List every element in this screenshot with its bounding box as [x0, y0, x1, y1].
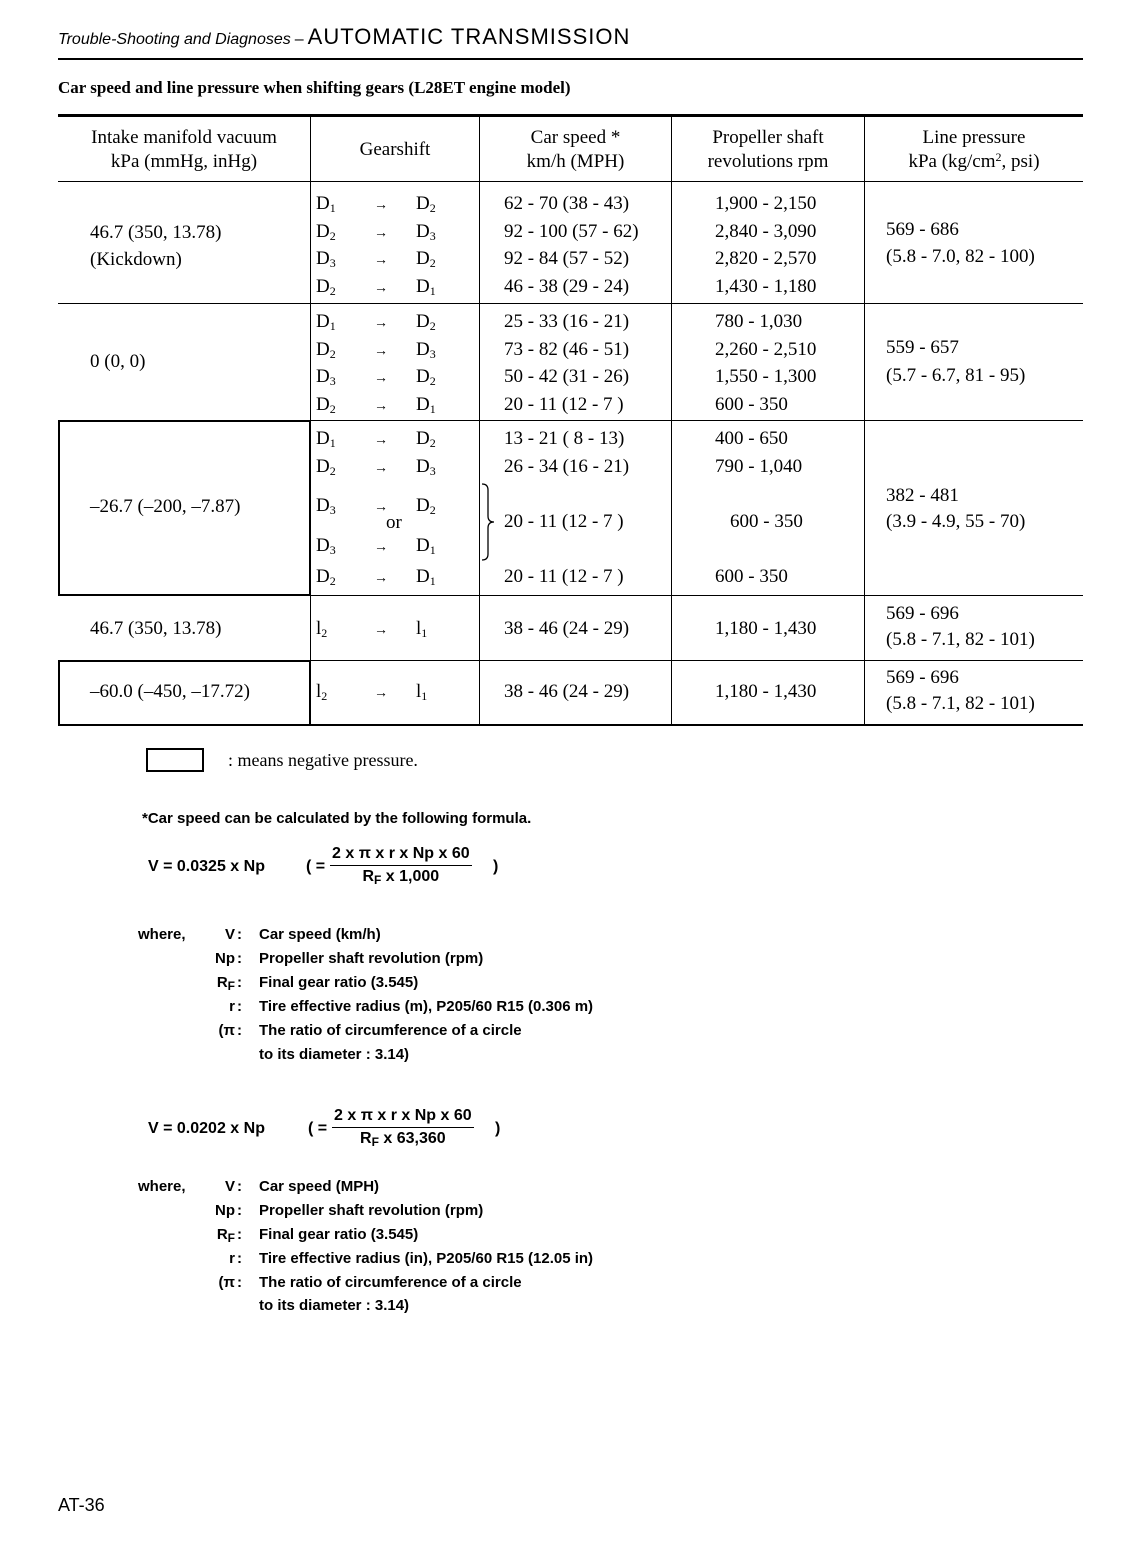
gear-from	[316, 275, 346, 299]
gear-to	[416, 393, 446, 417]
where-colon: :	[237, 1226, 242, 1243]
page-title: AUTOMATIC TRANSMISSION	[307, 24, 631, 49]
where-symbol	[175, 1202, 235, 1219]
speed-range: 62 - 70 (38 - 43)	[504, 193, 630, 214]
row-divider	[58, 303, 1083, 304]
gear-from	[316, 534, 346, 558]
gear-number: 3	[329, 503, 336, 517]
rpm-range: 1,180 - 1,430	[715, 618, 817, 639]
gear-from	[316, 494, 346, 518]
gear-to	[416, 494, 446, 518]
rpm-range: 780 - 1,030	[715, 311, 803, 332]
symbol-text: (π	[218, 1274, 235, 1291]
header-propeller-label: Propeller shaft	[712, 127, 824, 148]
symbol-text: r	[229, 1250, 235, 1267]
rpm-range: 400 - 650	[715, 428, 788, 449]
gearshift	[316, 338, 446, 364]
page-number: AT-36	[58, 1495, 105, 1515]
formula-fraction	[330, 845, 472, 886]
rpm-range: 600 - 350	[715, 394, 788, 415]
gear-letter: D	[416, 339, 430, 360]
gear-to	[416, 220, 446, 244]
gear-to	[416, 247, 446, 271]
where-label: where,	[138, 1178, 186, 1195]
gear-number: 1	[429, 402, 436, 416]
gear-letter: D	[416, 193, 430, 214]
gear-number: 2	[429, 503, 436, 517]
gear-number: 2	[429, 319, 436, 333]
arrow-icon: →	[374, 686, 388, 701]
where-description: The ratio of circumference of a circle	[259, 1274, 522, 1291]
gear-letter: D	[316, 248, 330, 269]
header-speed-unit: km/h (MPH)	[526, 151, 625, 172]
gearshift: $l_2 \to l_1$	[316, 680, 446, 706]
line-pressure-kpa: 569 - 696	[886, 667, 959, 688]
bracket-icon	[478, 482, 498, 562]
gear-to	[416, 365, 446, 389]
legend-text: : means negative pressure.	[228, 750, 418, 770]
gear-number: 2	[329, 464, 336, 478]
speed-range: 46 - 38 (29 - 24)	[504, 276, 630, 297]
speed-range: 25 - 33 (16 - 21)	[504, 311, 630, 332]
where-description: Car speed (km/h)	[259, 926, 381, 943]
gear-number: 1	[429, 543, 436, 557]
header-line-label: Line pressure	[922, 127, 1026, 148]
table-caption: Car speed and line pressure when shifting gears (L28ET engine model)	[58, 78, 571, 97]
formula-close-paren: )	[495, 1120, 501, 1137]
gear-number: 2	[329, 347, 336, 361]
gear-letter: D	[316, 456, 330, 477]
where-description: Tire effective radius (in), P205/60 R15 (12.05 in)	[259, 1250, 594, 1267]
arrow-icon: →	[374, 371, 388, 386]
where-symbol	[175, 1178, 235, 1195]
gear-letter: D	[316, 428, 330, 449]
where-description: The ratio of circumference of a circle	[259, 1022, 522, 1039]
where-colon: :	[237, 1022, 242, 1039]
gear-letter: D	[416, 428, 430, 449]
arrow-icon: →	[374, 344, 388, 359]
symbol-text: V	[224, 926, 235, 943]
where-symbol	[175, 1250, 235, 1267]
gear-number: 2	[429, 256, 436, 270]
vacuum-value: –26.7 (–200, –7.87)	[90, 496, 241, 517]
where-continuation: to its diameter : 3.14)	[259, 1297, 410, 1314]
header-rule	[58, 58, 1083, 60]
vacuum-value: 46.7 (350, 13.78)	[90, 222, 222, 243]
formula-denominator: $R_F$ x 1,000	[362, 868, 440, 887]
speed-range: 20 - 11 (12 - 7 )	[504, 394, 624, 415]
gear-number: 2	[429, 201, 436, 215]
gearshift	[316, 365, 446, 391]
speed-range: 20 - 11 (12 - 7 )	[504, 566, 624, 587]
header-propeller-unit: revolutions rpm	[707, 151, 829, 172]
gear-number: 3	[429, 464, 436, 478]
gear-letter: D	[316, 366, 330, 387]
arrow-icon: →	[374, 226, 388, 241]
page-header	[58, 24, 1083, 50]
header-speed-label: Car speed *	[530, 127, 621, 148]
symbol-text: V	[224, 1178, 235, 1195]
arrow-icon: →	[374, 461, 388, 476]
where-description: Tire effective radius (m), P205/60 R15 (0.306 m)	[259, 998, 594, 1015]
gearshift	[316, 310, 446, 336]
where-description: Propeller shaft revolution (rpm)	[259, 1202, 484, 1219]
gearshift	[316, 275, 446, 301]
rpm-range: 600 - 350	[730, 511, 803, 532]
gear-letter: D	[316, 276, 330, 297]
header-line-pressure	[865, 126, 1083, 174]
gearshift	[316, 565, 446, 591]
gear-letter: D	[316, 339, 330, 360]
where-colon: :	[237, 1250, 242, 1267]
arrow-icon: →	[374, 540, 388, 555]
gear-letter: D	[416, 495, 430, 516]
gear-number: 1	[429, 284, 436, 298]
gear-number: 3	[429, 229, 436, 243]
where-symbol	[175, 1022, 235, 1039]
where-colon: :	[237, 998, 242, 1015]
gearshift	[316, 427, 446, 453]
gearshift	[316, 393, 446, 419]
where-colon: :	[237, 1202, 242, 1219]
where-colon: :	[237, 1178, 242, 1195]
gear-number: 1	[329, 201, 336, 215]
gear-number: 2	[329, 229, 336, 243]
formula-open-paren: ( =	[308, 1120, 328, 1137]
gear-from	[316, 565, 346, 589]
gear-letter: D	[316, 495, 330, 516]
vacuum-value: 0 (0, 0)	[90, 351, 146, 372]
gear-to	[416, 534, 446, 558]
formula-close-paren: )	[493, 858, 499, 875]
gear-number: 2	[429, 436, 436, 450]
where-colon: :	[237, 974, 242, 991]
column-divider	[671, 114, 672, 726]
where-description: Propeller shaft revolution (rpm)	[259, 950, 484, 967]
gear-from	[316, 310, 346, 334]
gearshift	[316, 534, 446, 560]
where-colon: :	[237, 1274, 242, 1291]
symbol-text: R	[216, 1226, 228, 1243]
rpm-range: 790 - 1,040	[715, 456, 803, 477]
formula-lhs: V = 0.0202 x Np	[148, 1120, 265, 1137]
gear-from	[316, 247, 346, 271]
where-symbol	[175, 950, 235, 967]
rpm-range: 1,180 - 1,430	[715, 681, 817, 702]
where-symbol	[175, 998, 235, 1015]
gearshift: $l_2 \to l_1$	[316, 617, 446, 643]
gear-from	[316, 220, 346, 244]
vacuum-value: –60.0 (–450, –17.72)	[90, 681, 250, 702]
formula-open-paren: ( =	[306, 858, 326, 875]
gear-letter: D	[316, 394, 330, 415]
arrow-icon: →	[374, 316, 388, 331]
gear-to	[416, 310, 446, 334]
where-symbol	[175, 974, 235, 991]
rpm-range: 2,260 - 2,510	[715, 339, 817, 360]
speed-range: 26 - 34 (16 - 21)	[504, 456, 630, 477]
rpm-range: 2,820 - 2,570	[715, 248, 817, 269]
gear-letter: D	[416, 248, 430, 269]
gear-number: 3	[329, 374, 336, 388]
section-name: Trouble-Shooting and Diagnoses	[58, 31, 291, 48]
where-symbol	[175, 1274, 235, 1291]
line-pressure-kpa: 382 - 481	[886, 485, 959, 506]
where-colon: :	[237, 950, 242, 967]
rpm-range: 1,900 - 2,150	[715, 193, 817, 214]
gear-from	[316, 365, 346, 389]
rpm-range: 1,550 - 1,300	[715, 366, 817, 387]
where-description: Car speed (MPH)	[259, 1178, 380, 1195]
formula-note: *Car speed can be calculated by the following formula.	[142, 810, 532, 827]
where-symbol	[175, 926, 235, 943]
gear-letter: D	[416, 276, 430, 297]
gear-to	[416, 455, 446, 479]
arrow-icon: →	[374, 571, 388, 586]
gear-letter: D	[316, 221, 330, 242]
gear-number: 3	[329, 256, 336, 270]
formula-lhs: V = 0.0325 x Np	[148, 858, 265, 875]
where-description: Final gear ratio (3.545)	[259, 1226, 419, 1243]
line-pressure-alt: (5.8 - 7.1, 82 - 101)	[886, 629, 1035, 650]
speed-range: 73 - 82 (46 - 51)	[504, 339, 630, 360]
arrow-icon: →	[374, 623, 388, 638]
header-propeller	[672, 126, 864, 174]
arrow-icon: →	[374, 253, 388, 268]
arrow-icon: →	[374, 433, 388, 448]
line-pressure-kpa: 559 - 657	[886, 337, 959, 358]
gear-from	[316, 427, 346, 451]
line-pressure-alt: (5.7 - 6.7, 81 - 95)	[886, 365, 1026, 386]
arrow-icon: →	[374, 198, 388, 213]
gear-from	[316, 338, 346, 362]
column-divider	[479, 114, 480, 726]
header-vacuum-unit: kPa (mmHg, inHg)	[110, 151, 258, 172]
rpm-range: 2,840 - 3,090	[715, 221, 817, 242]
symbol-text: R	[216, 974, 228, 991]
symbol-subscript: F	[227, 1231, 235, 1245]
vacuum-value: 46.7 (350, 13.78)	[90, 618, 222, 639]
arrow-icon: →	[374, 399, 388, 414]
symbol-text: r	[229, 998, 235, 1015]
gear-number: 3	[429, 347, 436, 361]
gear-letter: D	[316, 193, 330, 214]
gear-number: 2	[429, 374, 436, 388]
gear-letter: D	[416, 394, 430, 415]
arrow-icon: →	[374, 281, 388, 296]
symbol-text: Np	[215, 950, 235, 967]
gearshift	[316, 247, 446, 273]
table-top-rule	[58, 114, 1083, 117]
vacuum-note: (Kickdown)	[90, 249, 182, 270]
gear-number: 1	[429, 574, 436, 588]
gear-to	[416, 192, 446, 216]
header-vacuum-label: Intake manifold vacuum	[91, 127, 277, 148]
gear-letter: D	[416, 311, 430, 332]
speed-range: 92 - 84 (57 - 52)	[504, 248, 630, 269]
arrow-icon: →	[374, 500, 388, 515]
gear-number: 3	[329, 543, 336, 557]
gear-from	[316, 455, 346, 479]
gear-letter: D	[416, 535, 430, 556]
gearshift	[316, 494, 446, 520]
speed-range: 50 - 42 (31 - 26)	[504, 366, 630, 387]
gearshift	[316, 455, 446, 481]
rpm-range: 600 - 350	[715, 566, 788, 587]
where-description: Final gear ratio (3.545)	[259, 974, 419, 991]
gear-number: 2	[329, 402, 336, 416]
gear-letter: D	[416, 366, 430, 387]
negative-pressure-legend-box	[146, 748, 204, 772]
header-gearshift: Gearshift	[359, 139, 431, 160]
gear-to	[416, 427, 446, 451]
header-separator: –	[294, 31, 304, 48]
gearshift	[316, 192, 446, 218]
where-symbol	[175, 1226, 235, 1243]
speed-range: 13 - 21 ( 8 - 13)	[504, 428, 625, 449]
gear-number: 2	[329, 574, 336, 588]
gear-from	[316, 192, 346, 216]
gear-letter: D	[416, 566, 430, 587]
header-bottom-rule	[58, 181, 1083, 182]
gear-letter: D	[416, 456, 430, 477]
formula-numerator: 2 x π x r x Np x 60	[332, 1107, 474, 1128]
speed-range: 38 - 46 (24 - 29)	[504, 681, 630, 702]
speed-range: 92 - 100 (57 - 62)	[504, 221, 639, 242]
gear-to	[416, 338, 446, 362]
gear-letter: D	[416, 221, 430, 242]
column-divider	[864, 114, 865, 726]
gear-number: 2	[329, 284, 336, 298]
rpm-range: 1,430 - 1,180	[715, 276, 817, 297]
gear-to	[416, 275, 446, 299]
or-label: or	[386, 512, 402, 533]
line-pressure-alt: (5.8 - 7.0, 82 - 100)	[886, 246, 1035, 267]
where-colon: :	[237, 926, 242, 943]
symbol-text: Np	[215, 1202, 235, 1219]
line-pressure-kpa: 569 - 696	[886, 603, 959, 624]
gear-letter: D	[316, 311, 330, 332]
shift-table	[58, 114, 1083, 726]
symbol-text: (π	[218, 1022, 235, 1039]
formula-denominator: $R_F$ x 63,360	[360, 1130, 446, 1149]
speed-range: 20 - 11 (12 - 7 )	[504, 511, 624, 532]
symbol-subscript: F	[227, 979, 235, 993]
gear-number: 1	[329, 436, 336, 450]
formula-fraction	[332, 1107, 474, 1148]
where-continuation: to its diameter : 3.14)	[259, 1046, 410, 1063]
where-label: where,	[138, 926, 186, 943]
line-pressure-alt: (3.9 - 4.9, 55 - 70)	[886, 511, 1026, 532]
gear-letter: D	[316, 566, 330, 587]
gear-from	[316, 393, 346, 417]
gear-letter: D	[316, 535, 330, 556]
line-pressure-kpa: 569 - 686	[886, 219, 959, 240]
header-car-speed	[480, 126, 671, 174]
header-line-unit: kPa ($kg/cm^2$, psi)	[908, 150, 1040, 172]
formula-numerator: 2 x π x r x Np x 60	[330, 845, 472, 866]
header-vacuum	[58, 126, 310, 174]
speed-range: 38 - 46 (24 - 29)	[504, 618, 630, 639]
line-pressure-alt: (5.8 - 7.1, 82 - 101)	[886, 693, 1035, 714]
gear-number: 1	[329, 319, 336, 333]
gearshift	[316, 220, 446, 246]
gear-to	[416, 565, 446, 589]
